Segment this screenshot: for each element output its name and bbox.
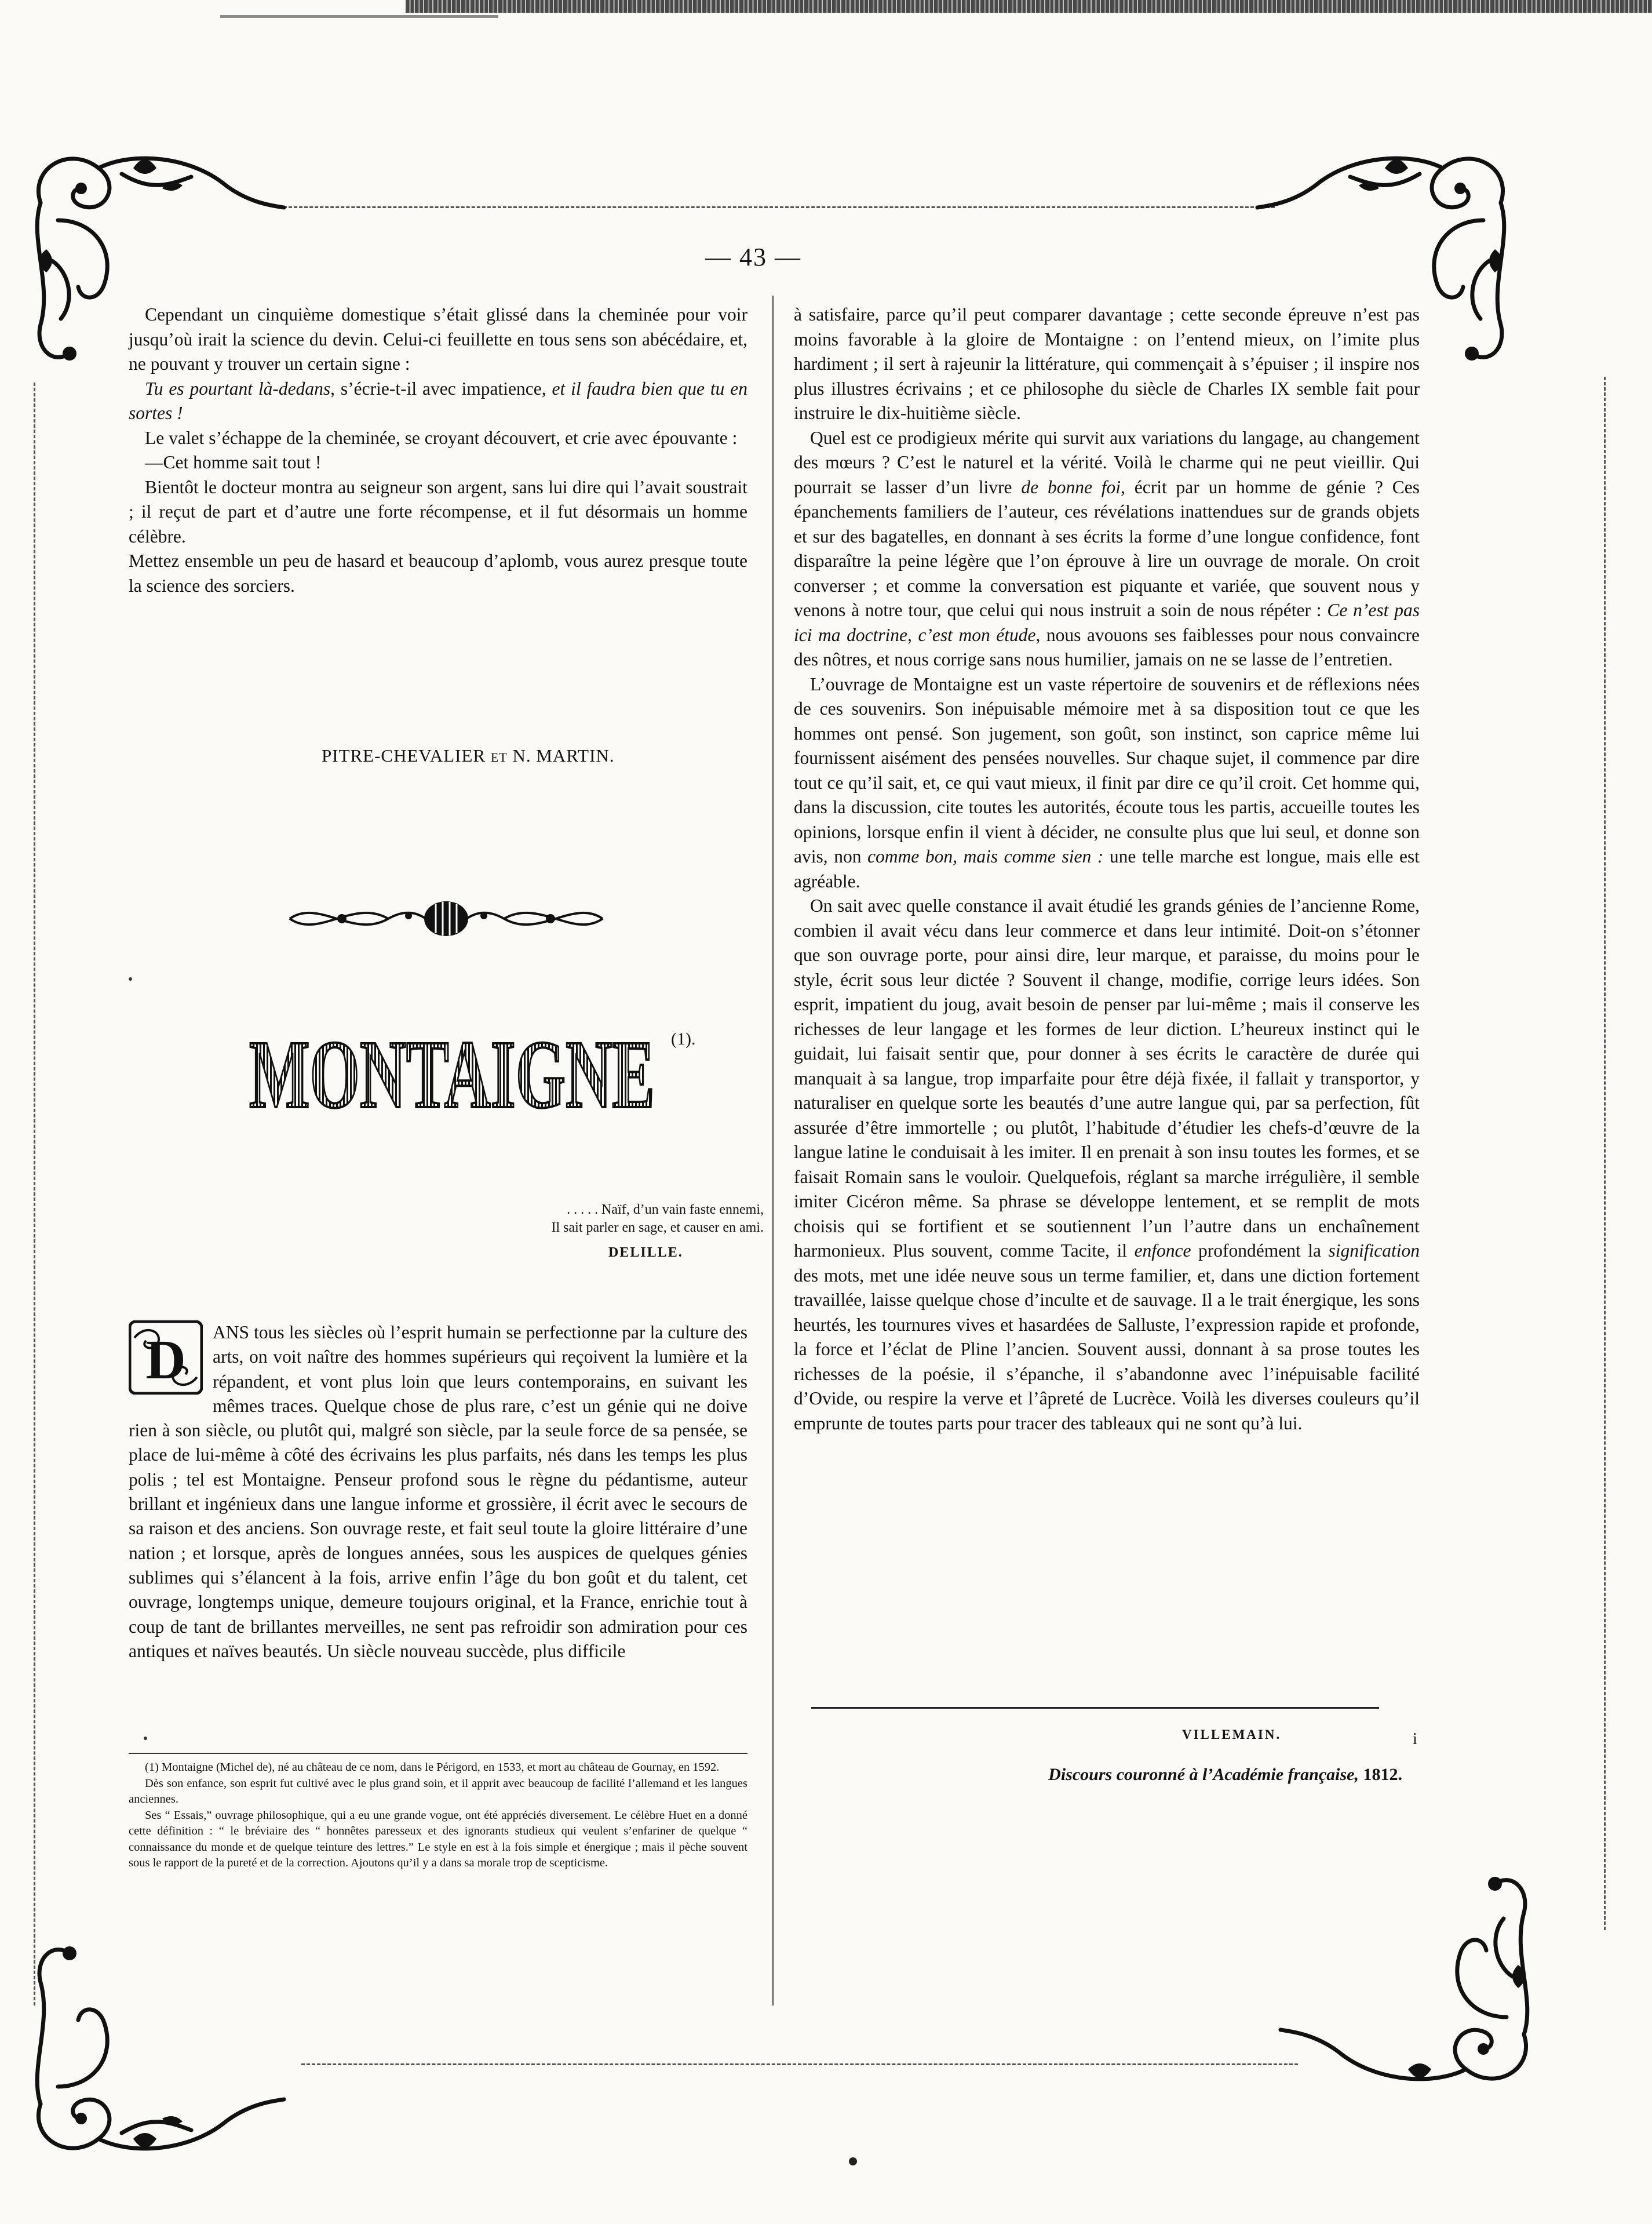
text-run: des mots, met une idée neuve sous un terme familier, et, dans une diction fortement travaillée, laisse quelque chose d’inculte et de sauvage. Il a le trait énergique, les sons heurtés, les tournures vives et hasardées de Salluste, l’expression rapide et profonde, la force et l’éclat de Pline l’ancien. Souvent aussi, donnant à sa prose toutes les richesses de la poésie, il s’épanche, il s’abandonne avec l’inépuisable facilité d’Ovide, ou respire la verve et l’âpreté de Lucrèce. Voilà les diverses couleurs qu’il emprunte de toutes parts pour tracer des tableaux qui ne sont qu’à lui.: [794, 1265, 1420, 1433]
speck: [144, 1737, 147, 1740]
text-run: une telle marche est longue, mais elle est agréable.: [794, 846, 1420, 891]
footnote: (1) Montaigne (Michel de), né au château de ce nom, dans le Périgord, en 1533, et mort au château de Gournay, en 1592.: [145, 1761, 720, 1774]
footnotes: [129, 1760, 747, 1872]
stray-mark: i: [1413, 1730, 1417, 1748]
text-run: On sait avec quelle constance il avait étudié les grands génies de l’ancienne Rome, combien il avait vécu dans leur commerce et dans leur intimité. Doit-on s’étonner que son ouvrage porte, pour ainsi dire, leur marque, et paraisse, du moins pour le style, écrit sous leur dictée ? Souvent il change, modifie, corrige leurs idées. Son esprit, impatient du joug, avait besoin de penser par lui-même ; mais il conserve les richesses de leur langage et les formes de leur diction. L’heureux instinct qui le guidait, lui faisait sentir que, pour donner à ses écrits le caractère de durée qui manquait à sa langue, trop imparfaite pour être déjà fixée, il fallait y transportor, y naturaliser en quelque sorte les beautés d’une autre langue qui, par sa perfection, fût assurée d’être immortelle ; ou plutôt, l’habitude d’étudier les chefs-d’œuvre de la langue latine le conduisait à les imiter. Il en prenait à son insu toutes les formes, et se faisait Romain sans le vouloir. Quelquefois, réglant sa marche irrégulière, il semble imiter Cicéron même. Sa phrase se développe lentement, et se remplit de mots choisis qui se fortifient et se soutiennent l’un l’autre dans un enchaînement harmonieux. Plus souvent, comme Tacite, il: [794, 896, 1420, 1261]
corner-ornament-bottom-right: [1275, 1861, 1547, 2104]
italic-run: Ce n’est pas ici ma doctrine, c’est mon étude: [794, 600, 1420, 645]
article-body-left: [129, 1320, 747, 1664]
frame-left-line: [34, 383, 35, 2005]
speck: [129, 977, 132, 981]
text-run: , écrit par un homme de génie ? Ces épanchements familiers de l’auteur, ces révélations inattendues sur de grands objets et sur des bagatelles, en donnant à ses écrits la forme d’une longue confidence, font disparaître la peine légère que l’on éprouve à lire un ouvrage de morale. On croit converser ; et comme la conversation est piquante et variée, que souvent nous y venons à notre tour, que celui qui nous instruit a soin de nous répéter :: [794, 476, 1420, 620]
paragraph-quote: [129, 377, 747, 426]
italic-run: comme bon, mais comme sien :: [867, 846, 1104, 867]
quote-plain: , s’écrie-t-il avec impatience,: [330, 378, 552, 399]
title-text: MONTAIGNE: [249, 1021, 655, 1124]
award-text: Discours couronné à l’Académie française,: [1048, 1765, 1359, 1784]
paragraph: —Cet homme sait tout !: [145, 452, 322, 472]
title-footnote-ref: (1).: [671, 1029, 696, 1049]
frame-bottom-line: [301, 2063, 1298, 2065]
dropcap-letter: D: [145, 1328, 186, 1391]
paragraph: [794, 426, 1420, 672]
award-year: 1812.: [1363, 1765, 1402, 1784]
italic-run: enfonce: [1134, 1240, 1191, 1261]
text-run: L’ouvrage de Montaigne est un vaste répertoire de souvenirs et de réflexions nées de ces souvenirs. Son inépuisable mémoire met à sa disposition tout ce que les hommes ont pensé. Son jugement, son goût, son instinct, son caprice même lui fournissent aisément des pensées nouvelles. Sur chaque sujet, il commence par dire tout ce qu’il sait, et, ce qui vaut mieux, il finit par dire ce qu’il croit. Cet homme qui, dans la discussion, cite toutes les autorités, écoute tous les partis, accueille toutes les opinions, lorsque enfin il vient à décider, ne consulte plus que lui seul, et donne son avis, non: [794, 674, 1420, 867]
award-line: [997, 1765, 1402, 1785]
column-divider: [772, 296, 774, 2005]
footnote-rule: [129, 1753, 747, 1754]
author-name-1: PITRE-CHEVALIER: [322, 745, 486, 766]
article-title: [232, 1020, 672, 1124]
paragraph: à satisfaire, parce qu’il peut comparer davantage ; cette seconde épreuve n’est pas moins favorable à la gloire de Montaigne : on l’entend mieux, on l’imite plus hardiment ; il sert à rajeunir la littérature, qui commençait à s’épuiser ; il inspire nos plus illustres écrivains ; et ce philosophe du siècle de Charles IX semble fait pour instruire le dix-huitième siècle.: [794, 304, 1420, 423]
article-paragraph-1: ANS tous les siècles où l’esprit humain se perfectionne par la culture des arts, on voit naître des hommes supérieurs qui reçoivent la lumière et la répandent, et vont plus loin que leurs contemporains, en suivant les mêmes traces. Quelque chose de plus rare, c’est un génie qui ne doive rien à son siècle, ou plutôt qui, malgré son siècle, par la seule force de sa pensée, se place de lui-même à côté des écrivains les plus parfaits, nés dans les temps les plus polis ; tel est Montaigne. Penseur profond sous le règne du pédantisme, auteur brillant et ingénieux dans une langue informe et grossière, il écrit avec le secours de sa raison et des anciens. Son ouvrage reste, et fait seul toute la gloire littéraire d’une nation ; et lorsque, après de longues années, sous les auspices de quelques génies sublimes qui s’élancent à la fois, arrive enfin l’âge du bon goût et du talent, cet ouvrage, longtemps unique, demeure toujours original, et la France, enrichie tout à coup de tant de brillantes merveilles, ne sent pas refroidir son admiration pour ces antiques et naïves beautés. Un siècle nouveau succède, plus difficile: [129, 1322, 747, 1661]
paragraph: Cependant un cinquième domestique s’était glissé dans la cheminée pour voir jusqu’où irait la science du devin. Celui-ci feuillette en tous sens son abécédaire, et, ne pouvant y trouver un certain signe :: [129, 304, 747, 374]
page-number: — 43 —: [705, 243, 801, 271]
frame-right-line: [1604, 377, 1606, 1930]
text-run: , nous avouons ses faiblesses pour nous convaincre des nôtres, et nous corrige sans nous humilier, jamais on ne se lasse de l’entretien.: [794, 624, 1420, 669]
paragraph: Bientôt le docteur montra au seigneur son argent, sans lui dire qui l’avait soustrait ; il reçut de part et d’autre une forte récompense, et il fut désormais un homme célèbre.: [129, 476, 747, 547]
corner-ornament-bottom-left: [17, 1930, 290, 2174]
paragraph: Le valet s’échappe de la cheminée, se croyant découvert, et crie avec épouvante :: [145, 427, 738, 448]
quote-italic-a: Tu es pourtant là-dedans: [145, 378, 331, 399]
epigraph-line-1: . . . . . Naïf, d’un vain faste ennemi,: [567, 1202, 764, 1217]
quote-italic-b: et il faudra bien que tu en sortes !: [129, 378, 747, 423]
closing-author: VILLEMAIN.: [1182, 1727, 1282, 1742]
text-run: Quel est ce prodigieux mérite qui survit aux variations du langage, au changement des mœurs ? C’est le naturel et la vérité. Voilà le charme qui ne peut vieillir. Qui pourrait se lasser d’un livre: [794, 427, 1420, 497]
top-edge-rule: [406, 0, 1652, 13]
author-name-2: N. MARTIN.: [512, 745, 615, 766]
epigraph-line-2: Il sait parler en sage, et causer en ami.: [551, 1220, 764, 1235]
paragraph: Mettez ensemble un peu de hasard et beaucoup d’aplomb, vous aurez presque toute la science des sorciers.: [129, 551, 747, 596]
text-run: profondément la: [1191, 1240, 1329, 1261]
previous-story-text: [129, 303, 747, 598]
author-joiner: ET: [490, 750, 508, 765]
epigraph-author: DELILLE.: [608, 1245, 683, 1260]
closing-rule: [811, 1707, 1379, 1709]
article-body-right: [794, 303, 1420, 1436]
story-signature: [322, 745, 615, 766]
italic-run: de bonne foi: [1021, 476, 1121, 497]
frame-top-line: [278, 206, 1275, 208]
fleuron-ornament: [284, 893, 608, 945]
paragraph: [794, 894, 1420, 1436]
dropcap-ornament: [129, 1320, 203, 1395]
footnote: Ses “ Essais,” ouvrage philosophique, qui a eu une grande vogue, ont été appréciés diversement. Le célèbre Huet en a donné cette définition : “ le bréviaire des “ honnêtes paresseux et des ignorants studieux qui veulent s’enfariner de quelque “ connaissance du monde et de quelque teinture des lettres.” Le style en est à la fois simple et énergique ; mais il pèche souvent sous le rapport de la pureté et de la correction. Ajoutons qu’il y a dans sa morale trop de scepticisme.: [129, 1808, 747, 1869]
paragraph: [794, 672, 1420, 894]
top-edge-rule-fragment: [220, 15, 498, 18]
epigraph: [439, 1201, 764, 1237]
italic-run: signification: [1328, 1240, 1420, 1261]
footnote: Dès son enfance, son esprit fut cultivé avec le plus grand soin, et il apprit avec beaucoup de facilité l’allemand et les langues anciennes.: [129, 1777, 747, 1806]
page-dot: [849, 2157, 857, 2165]
